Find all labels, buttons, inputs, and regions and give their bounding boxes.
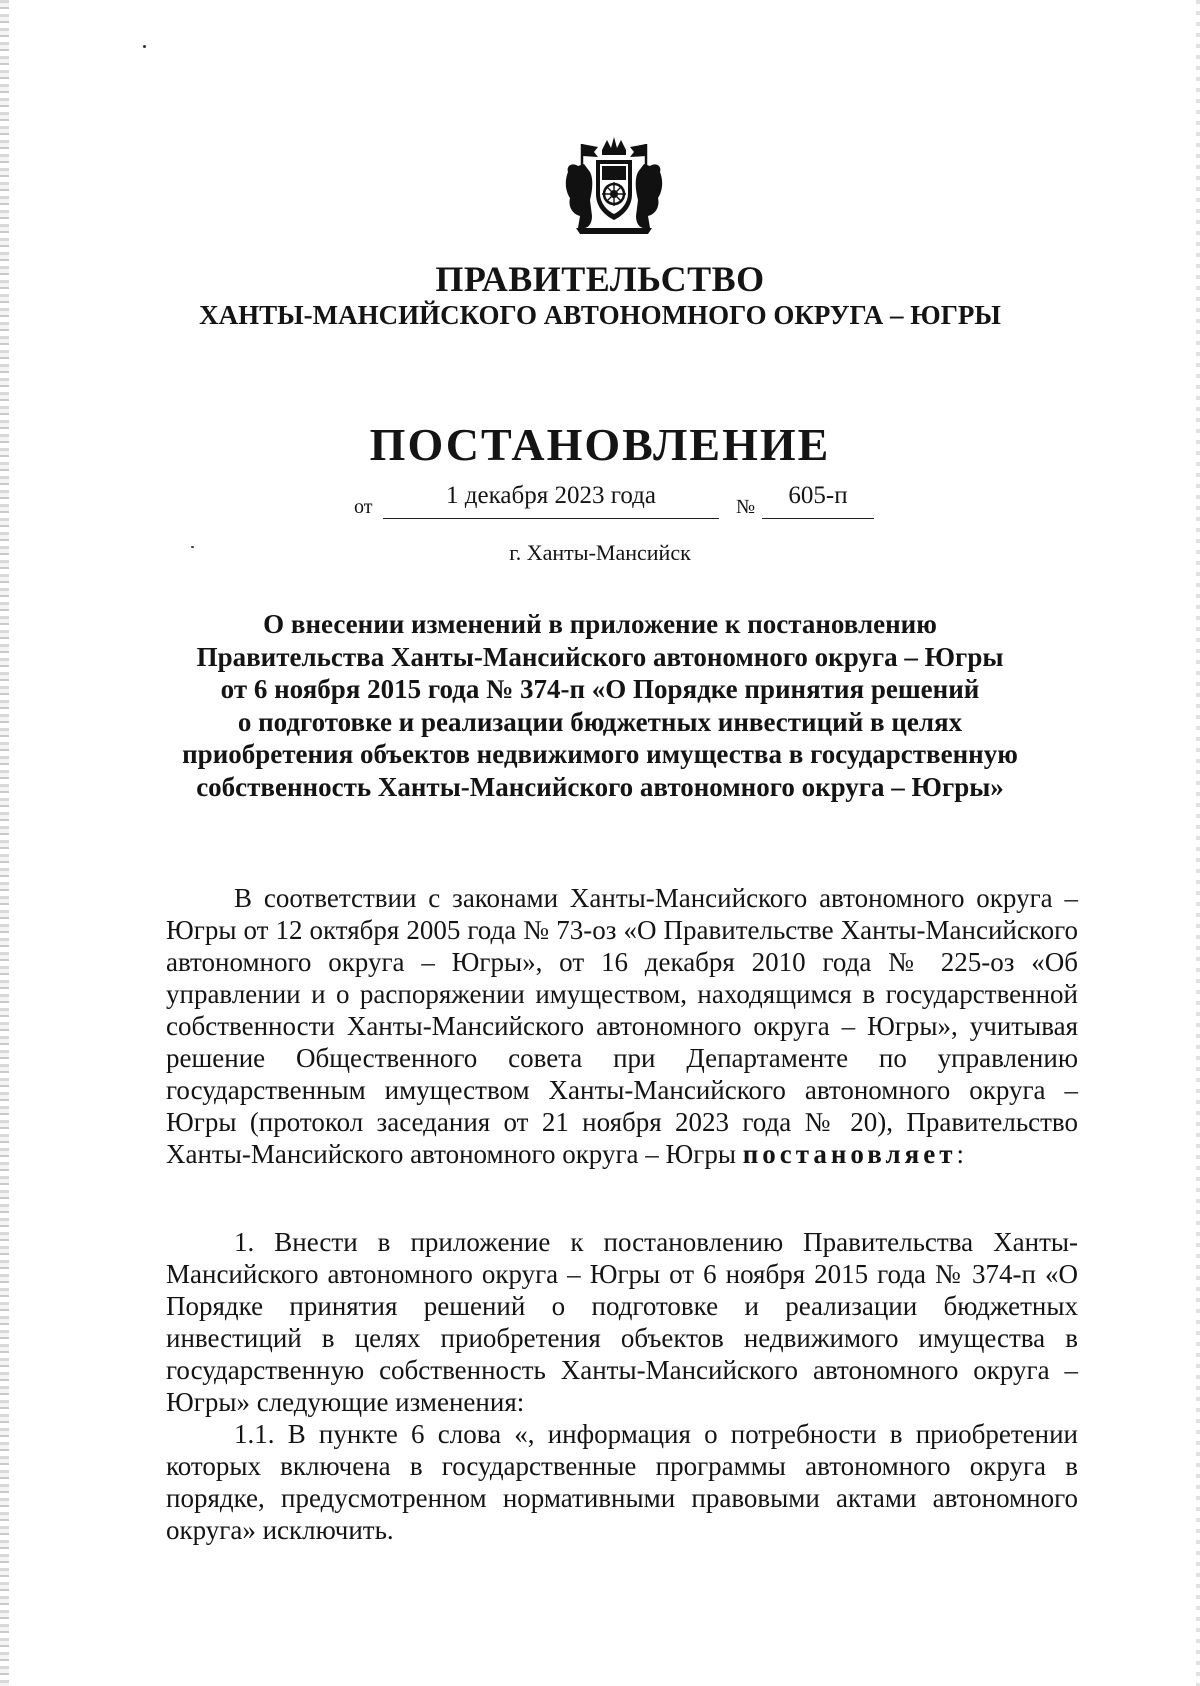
document-date: 1 декабря 2023 года xyxy=(446,482,656,509)
document-number: 605-п xyxy=(788,482,848,509)
title-line: Правительства Ханты-Мансийского автономного округа – Югры xyxy=(196,641,1004,672)
title-line: О внесении изменений в приложение к постановлению xyxy=(263,609,937,639)
document-place: г. Ханты-Мансийск xyxy=(509,540,691,565)
scan-edge-right xyxy=(1196,0,1200,1686)
item-1-paragraph: 1. Внести в приложение к постановлению Правительства Ханты-Мансийского автономного округа – Югры от 6 ноября 2015 года № 374-п «О Порядке принятия решений о подготовке и реализации бюджетных инвестиций в целях приобретения объектов недвижимого имущества в государственную собственность Ханты-Мансийского автономного округа – Югры» следующие изменения: xyxy=(166,1227,1078,1417)
scan-edge-left xyxy=(0,0,9,1686)
number-underline xyxy=(762,518,874,519)
number-prefix: № xyxy=(736,496,756,518)
title-line: о подготовке и реализации бюджетных инвестиций в целях xyxy=(237,706,963,737)
date-prefix: от xyxy=(354,496,373,518)
title-line: собственность Ханты-Мансийского автономного округа – Югры» xyxy=(196,771,1004,802)
scan-speck xyxy=(143,45,146,48)
preamble-text: В соответствии с законами Ханты-Мансийского автономного округа – Югры от 12 октября 2005 года № 73-оз «О Правительстве Ханты-Мансийского автономного округа – Югры», от 16 декабря 2010 года № 225-оз «Об управлении и о распоряжении имуществом, находящимся в государственной собственности Ханты-Мансийского автономного округа – Югры», учитывая решение Общественного совета при Департаменте по управлению государственным имуществом Ханты-Мансийского автономного округа – Югры (протокол заседания от 21 ноября 2023 года № 20), Правительство Ханты-Мансийского автономного округа – Югры xyxy=(166,883,1078,1169)
document-title xyxy=(150,608,1050,803)
preamble-paragraph xyxy=(166,882,1078,1170)
resolves-word: постановляет xyxy=(742,1139,957,1169)
title-line: от 6 ноября 2015 года № 374-п «О Порядке принятия решений xyxy=(220,674,980,704)
document-type: ПОСТАНОВЛЕНИЕ xyxy=(369,419,831,470)
item-1-1-paragraph: 1.1. В пункте 6 слова «, информация о потребности в приобретении которых включена в государственные программы автономного округа в порядке, предусмотренном нормативными правовыми актами автономного округа» исключить. xyxy=(166,1419,1078,1545)
government-subtitle: ХАНТЫ-МАНСИЙСКОГО АВТОНОМНОГО ОКРУГА – ЮГРЫ xyxy=(199,300,1001,330)
date-underline xyxy=(383,518,719,519)
government-title: ПРАВИТЕЛЬСТВО xyxy=(435,259,765,299)
coat-of-arms-emblem xyxy=(562,136,666,236)
resolves-colon: : xyxy=(956,1139,964,1169)
date-number-line xyxy=(0,482,1200,522)
title-line: приобретения объектов недвижимого имущества в государственную xyxy=(182,739,1018,769)
